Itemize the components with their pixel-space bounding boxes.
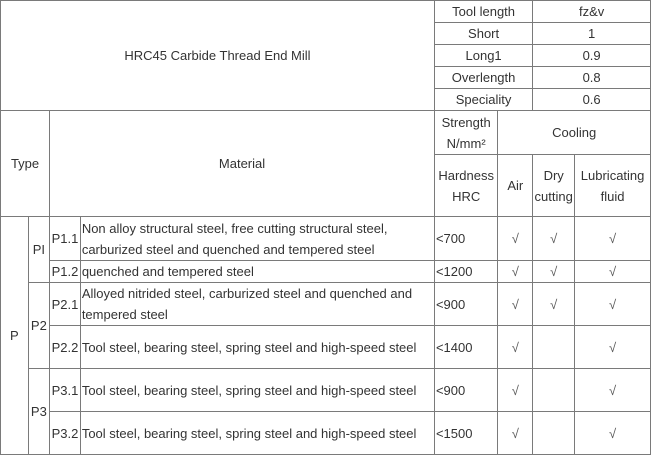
lubricating-fluid-header: Lubricating fluid [575,155,651,217]
air-check: √ [498,261,533,283]
strength-value: <900 [434,283,497,326]
fz-v-header: fz&v [533,1,651,23]
tool-length-label: Long1 [434,45,532,67]
material-code: P3.2 [50,412,81,455]
lubricating-fluid-check: √ [575,283,651,326]
tool-length-value: 0.9 [533,45,651,67]
lubricating-fluid-check: √ [575,369,651,412]
material-code: P2.1 [50,283,81,326]
material-description: Non alloy structural steel, free cutting structural steel, carburized steel and quenched and tempered steel [80,217,434,261]
lubricating-fluid-check: √ [575,326,651,369]
tool-length-header: Tool length [434,1,532,23]
dry-cutting-header: Dry cutting [533,155,575,217]
lubricating-fluid-check: √ [575,261,651,283]
material-description: Tool steel, bearing steel, spring steel and high-speed steel [80,412,434,455]
cooling-header: Cooling [498,111,651,155]
dry-cutting-check: √ [533,283,575,326]
tool-length-value: 0.6 [533,89,651,111]
table-title: HRC45 Carbide Thread End Mill [1,1,435,111]
subgroup-p3: P3 [28,369,49,455]
air-check: √ [498,217,533,261]
tool-length-value: 1 [533,23,651,45]
air-header: Air [498,155,533,217]
material-code: P2.2 [50,326,81,369]
material-description: Tool steel, bearing steel, spring steel and high-speed steel [80,326,434,369]
dry-cutting-check: √ [533,261,575,283]
material-description: Alloyed nitrided steel, carburized steel and quenched and tempered steel [80,283,434,326]
material-code: P1.2 [50,261,81,283]
strength-value: <1500 [434,412,497,455]
material-code: P3.1 [50,369,81,412]
lubricating-fluid-check: √ [575,412,651,455]
strength-value: <700 [434,217,497,261]
strength-header: Strength N/mm² [434,111,497,155]
strength-value: <1200 [434,261,497,283]
material-description: quenched and tempered steel [80,261,434,283]
air-check: √ [498,412,533,455]
air-check: √ [498,369,533,412]
lubricating-fluid-check: √ [575,217,651,261]
tool-length-label: Speciality [434,89,532,111]
tool-length-label: Short [434,23,532,45]
dry-cutting-empty [533,412,575,455]
strength-value: <1400 [434,326,497,369]
subgroup-p1: PI [28,217,49,283]
strength-value: <900 [434,369,497,412]
subgroup-p2: P2 [28,283,49,369]
air-check: √ [498,283,533,326]
dry-cutting-check: √ [533,217,575,261]
air-check: √ [498,326,533,369]
type-header: Type [1,111,50,217]
dry-cutting-empty [533,326,575,369]
tool-length-label: Overlength [434,67,532,89]
material-code: P1.1 [50,217,81,261]
hardness-header: Hardness HRC [434,155,497,217]
dry-cutting-empty [533,369,575,412]
tool-length-value: 0.8 [533,67,651,89]
material-header: Material [50,111,435,217]
material-description: Tool steel, bearing steel, spring steel and high-speed steel [80,369,434,412]
group-p: P [1,217,29,455]
